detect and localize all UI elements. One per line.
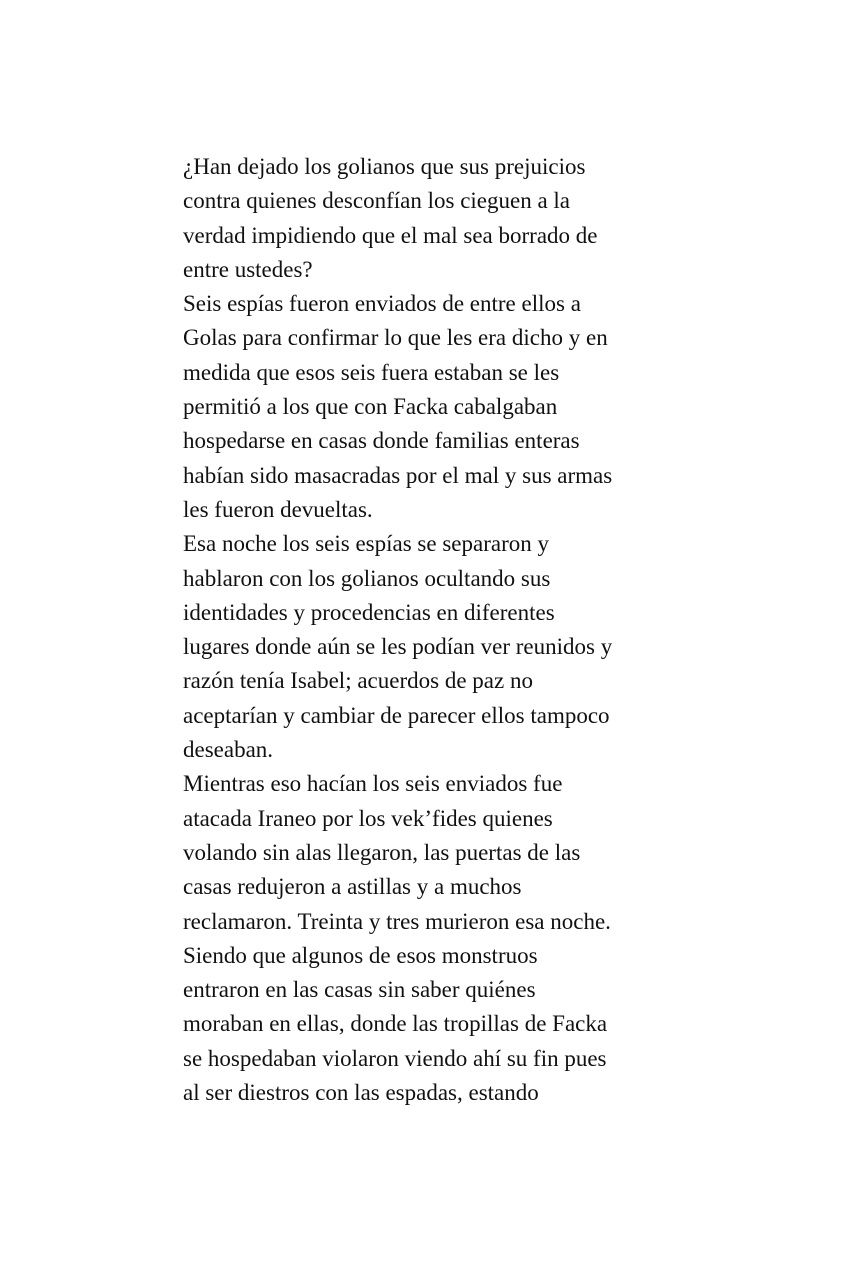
text-line: moraban en ellas, donde las tropillas de Facka	[183, 1011, 608, 1037]
text-line: deseaban.	[183, 737, 274, 763]
text-line: se hospedaban violaron viendo ahí su fin pues	[183, 1045, 607, 1071]
text-line: hablaron con los golianos ocultando sus	[183, 565, 551, 591]
text-line: contra quienes desconfían los cieguen a la	[183, 188, 571, 214]
text-line: entre ustedes?	[183, 256, 313, 282]
text-line: habían sido masacradas por el mal y sus armas	[183, 462, 613, 488]
text-line: Esa noche los seis espías se separaron y	[183, 531, 549, 557]
text-line: casas redujeron a astillas y a muchos	[183, 874, 522, 900]
text-line: identidades y procedencias en diferentes	[183, 599, 555, 625]
text-line: Golas para confirmar lo que les era dicho y en	[183, 325, 608, 351]
text-line: reclamaron. Treinta y tres murieron esa noche.	[183, 908, 611, 934]
body-text	[183, 150, 683, 1110]
text-line: medida que esos seis fuera estaban se les	[183, 359, 560, 385]
text-line: hospedarse en casas donde familias enteras	[183, 428, 580, 454]
text-line: al ser diestros con las espadas, estando	[183, 1080, 539, 1106]
text-line: entraron en las casas sin saber quiénes	[183, 977, 536, 1003]
text-line: Mientras eso hacían los seis enviados fue	[183, 771, 563, 797]
text-line: aceptarían y cambiar de parecer ellos tampoco	[183, 702, 610, 728]
text-line: verdad impidiendo que el mal sea borrado de	[183, 222, 598, 248]
text-line: ¿Han dejado los golianos que sus prejuicios	[183, 154, 586, 179]
text-line: razón tenía Isabel; acuerdos de paz no	[183, 668, 533, 694]
text-line: les fueron devueltas.	[183, 496, 373, 522]
text-line: Seis espías fueron enviados de entre ellos a	[183, 291, 581, 317]
text-line: volando sin alas llegaron, las puertas de las	[183, 839, 581, 865]
text-line: Siendo que algunos de esos monstruos	[183, 942, 538, 968]
text-line: permitió a los que con Facka cabalgaban	[183, 394, 558, 420]
text-line: atacada Iraneo por los vek’fides quienes	[183, 805, 553, 831]
text-line: lugares donde aún se les podían ver reunidos y	[183, 634, 613, 660]
